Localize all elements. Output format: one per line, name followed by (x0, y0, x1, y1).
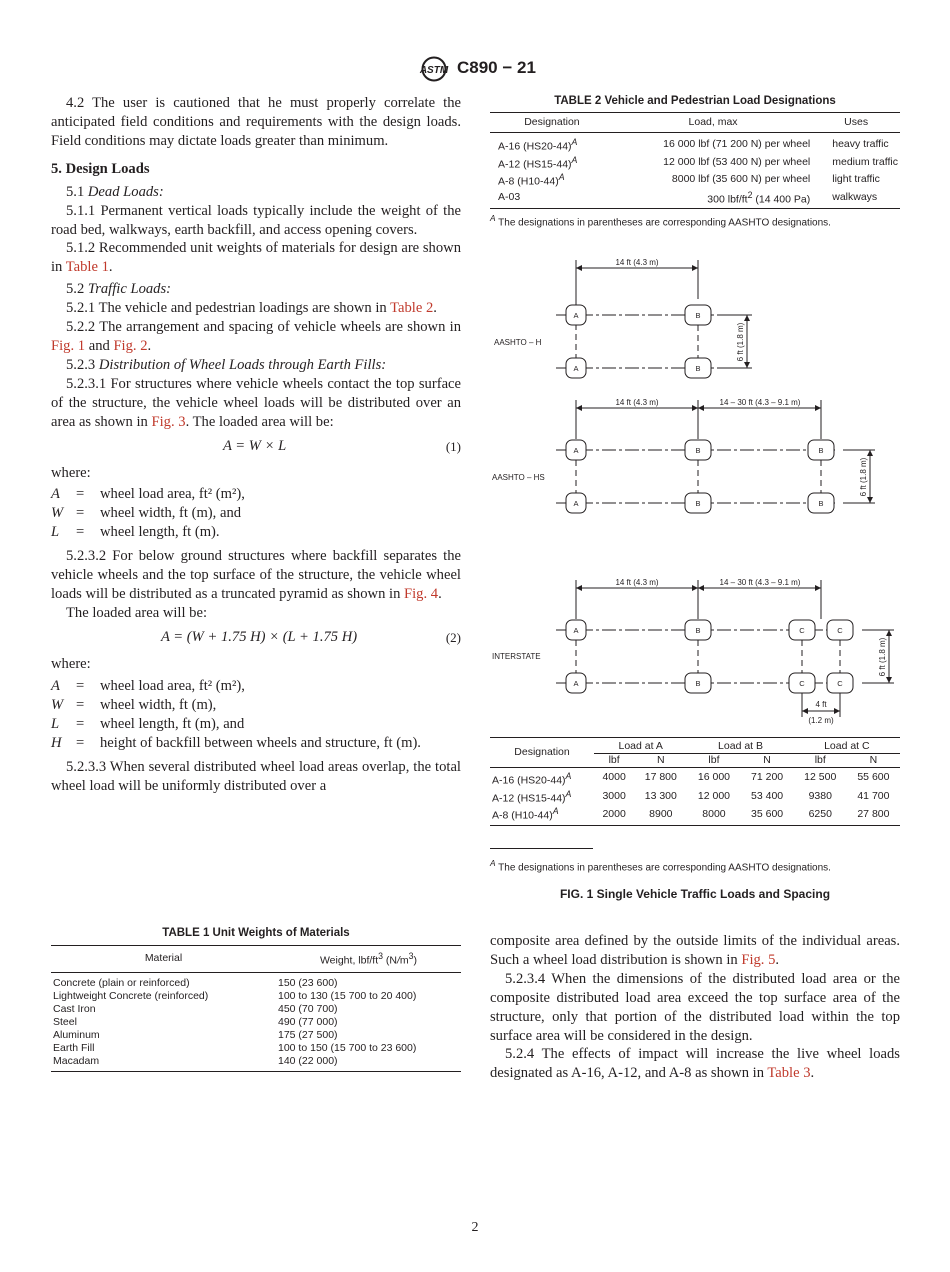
table-row: A-8 $(H10-44)^A$ 8000 lbf (35 600 N) per wheel light traffic (498, 172, 880, 188)
wheel-label: B (695, 626, 701, 635)
right-column (490, 932, 900, 1083)
table-row: Macadam 140 (22 000) (53, 1054, 338, 1067)
table-2 (490, 95, 900, 228)
figure-1-table (490, 737, 900, 901)
wheel-label: B (818, 499, 824, 508)
figure-1-caption: FIG. 1 Single Vehicle Traffic Loads and Spacing (559, 886, 831, 901)
where-label-1: where: (51, 464, 91, 481)
wheel-label: B (695, 311, 701, 320)
table-row: Concrete (plain or reinforced) 150 (23 600) (53, 976, 338, 989)
wheel-label: B (818, 446, 824, 455)
table-row: A-12 $(HS15-44)^A$ 12 000 lbf (53 400 N) per wheel medium traffic (498, 154, 898, 170)
svg-text:ASTM: ASTM (419, 65, 449, 76)
variable-row: A = wheel load area, ft² (m²), (51, 677, 245, 694)
variable-row: W = wheel width, ft (m), (51, 696, 217, 713)
wheel-icons (566, 305, 853, 693)
table-row: Aluminum 175 (27 500) (53, 1028, 338, 1041)
page-number: 2 (471, 1220, 479, 1235)
unit-header: lbf (708, 754, 720, 766)
wheel-label: A (573, 679, 579, 688)
wheel-label: C (799, 679, 805, 688)
table2-link[interactable]: Table 2 (390, 300, 434, 317)
table-row: Steel 490 (77 000) (53, 1015, 338, 1028)
dimension-label: 14 ft (4.3 m) (615, 398, 659, 407)
dimension-label: 6 ft (1.8 m) (859, 457, 868, 497)
wheel-label: A (573, 311, 579, 320)
dimension-label: 4 ft (815, 700, 827, 709)
vehicle-type-label: AASHTO – H (494, 338, 542, 347)
dimension-label: 6 ft (1.8 m) (736, 322, 745, 362)
section-5-heading: 5. Design Loads (51, 160, 150, 177)
para-5-1: 5.1 Dead Loads: (66, 183, 164, 200)
dimension-label: 14 – 30 ft (4.3 – 9.1 m) (719, 578, 801, 587)
vehicle-type-label: AASHTO – HS (492, 473, 545, 482)
para-5-2-3-2: 5.2.3.2 For below ground structures where backfill separates the vehicle wheels and the top surface of the structure, the vehicle wheel loads will be distributed as a truncated pyramid as shown in Fig. 4. (51, 548, 461, 603)
table-2-grid (490, 112, 900, 209)
table-1-header: Weight, lbf/$ft^3$ $(N/m^3)$ (319, 951, 418, 967)
para-5-2-3: 5.2.3 Distribution of Wheel Loads through Earth Fills: (66, 356, 387, 373)
figure-1-load-grid (490, 737, 900, 826)
left-column (51, 94, 461, 796)
equation-2 (51, 623, 461, 655)
table-2-header: Uses (844, 116, 869, 128)
fig1-link[interactable]: Fig. 1 (51, 337, 86, 354)
variable-list-1 (51, 485, 461, 542)
column-header: Designation (490, 738, 594, 768)
equation-1-number: (1) (445, 438, 461, 454)
equation-1 (51, 432, 461, 464)
table3-link[interactable]: Table 3 (767, 1065, 811, 1082)
para-4-2: 4.2 The user is cautioned that he must properly correlate the anticipated field conditions and requirements with the design loads. Field conditions may dictate loads greater than minimum. (51, 95, 461, 149)
page-header (0, 56, 950, 84)
standard-designation: C890 − 21 (457, 58, 536, 77)
variable-row: L = wheel length, ft (m), and (51, 715, 245, 732)
para-5-2-3-4: 5.2.3.4 When the dimensions of the distributed load area or the composite distributed load area exceed the top surface area of the structure, only that portion of the distributed load within the top surface area will be considered in the design. (490, 970, 900, 1044)
dimension-label: (1.2 m) (808, 716, 834, 725)
para-5-2-3-3-cont: composite area defined by the outside limits of the individual areas. Such a wheel load distribution is shown in Fig. 5. (490, 933, 900, 968)
table-1-header: Material (144, 952, 183, 965)
figure-1-footnote: $^A$ The designations in parentheses are corresponding AASHTO designations. (490, 857, 831, 873)
where-label-2: where: (51, 656, 91, 673)
fig4-link[interactable]: Fig. 4 (404, 586, 439, 603)
variable-row: A = wheel load area, ft² (m²), (51, 486, 245, 503)
equation-2-body: A = (W + 1.75 H) × (L + 1.75 H) (161, 629, 358, 646)
table-row: A-16 $(HS20-44)^A$ 16 000 lbf (71 200 N) per wheel heavy traffic (498, 137, 889, 153)
para-5-2-2: 5.2.2 The arrangement and spacing of vehicle wheels are shown in Fig. 1 and Fig. 2. (51, 319, 461, 354)
table-2-header: Load, max (688, 116, 738, 128)
wheel-label: B (695, 446, 701, 455)
table-row: Lightweight Concrete (reinforced) 100 to 130 (15 700 to 20 400) (53, 989, 417, 1002)
unit-header: N (657, 754, 665, 766)
table1-link[interactable]: Table 1 (65, 259, 109, 276)
para-5-2-1: 5.2.1 The vehicle and pedestrian loadings are shown in Table 2. (66, 300, 437, 317)
column-header: Load at A (594, 738, 687, 754)
variable-row: W = wheel width, ft (m), and (51, 505, 242, 522)
unit-header: lbf (814, 754, 826, 766)
unit-header: N (869, 754, 878, 766)
variable-row: L = wheel length, ft (m). (51, 524, 220, 541)
column-header: Load at B (687, 738, 793, 754)
table-row: Earth Fill 100 to 150 (15 700 to 23 600) (53, 1041, 417, 1054)
wheel-label: C (799, 626, 805, 635)
table-1-title: TABLE 1 Unit Weights of Materials (162, 927, 350, 939)
astm-logo (414, 56, 454, 82)
equation-1-body: A = W × L (223, 437, 287, 454)
para-5-2-3-3: 5.2.3.3 When several distributed wheel load areas overlap, the total wheel load will be uniformly distributed over a (51, 758, 461, 794)
para-5-2-3-1: 5.2.3.1 For structures where vehicle wheels contact the top surface of the structure, the vehicle wheel loads will be distributed over an area as shown in Fig. 3. The loaded area will be: (51, 375, 461, 430)
table-row: A-12 $(HS15-44)^A$ 3000 13 300 12 000 53 400 9380 41 700 (492, 788, 890, 804)
dimension-label: 14 ft (4.3 m) (615, 578, 659, 587)
wheel-label: A (573, 499, 579, 508)
wheel-label: B (695, 679, 701, 688)
dimension-label: 14 ft (4.3 m) (615, 258, 659, 267)
table-row: A-16 $(HS20-44)^A$ 4000 17 800 16 000 71 200 12 500 55 600 (492, 771, 890, 787)
wheel-label: A (573, 626, 579, 635)
para-5-2-4: 5.2.4 The effects of impact will increase the live wheel loads designated as A-16, A-12, and A-8 as shown in Table 3. (490, 1046, 900, 1082)
unit-header: lbf (608, 754, 620, 766)
figure-1-diagram (490, 255, 900, 730)
wheel-label: B (695, 364, 701, 373)
column-header: Load at C (794, 738, 900, 754)
wheel-label: A (573, 446, 579, 455)
para-5-1-2: 5.1.2 Recommended unit weights of materials for design are shown in Table 1. (51, 240, 461, 276)
unit-header: N (763, 754, 771, 766)
table-row: A-8 $(H10-44)^A$ 2000 8900 8000 35 600 6250 27 800 (492, 806, 890, 822)
table-2-title: TABLE 2 Vehicle and Pedestrian Load Designations (554, 95, 836, 107)
wheel-label: C (837, 679, 843, 688)
table-1 (51, 927, 461, 1072)
wheel-label: A (573, 364, 579, 373)
variable-list-2 (51, 677, 461, 753)
footnote-rule (490, 848, 593, 849)
table-2-header: Designation (524, 116, 580, 128)
dimension-label: 14 – 30 ft (4.3 – 9.1 m) (719, 398, 801, 407)
table-row: Cast Iron 450 (70 700) (53, 1002, 338, 1015)
dimension-label: 6 ft (1.8 m) (878, 637, 887, 677)
vehicle-type-label: INTERSTATE (492, 652, 541, 661)
para-5-2: 5.2 Traffic Loads: (66, 281, 172, 298)
variable-row: H = height of backfill between wheels and structure, ft (m). (51, 734, 421, 751)
fig5-link[interactable]: Fig. 5 (741, 951, 776, 968)
fig3-link[interactable]: Fig. 3 (151, 413, 186, 430)
wheel-label: B (695, 499, 701, 508)
fig2-link[interactable]: Fig. 2 (113, 337, 148, 354)
para-5-1-1: 5.1.1 Permanent vertical loads typically include the weight of the road bed, walkways, earth backfill, and access opening covers. (51, 202, 461, 238)
wheel-label: C (837, 626, 843, 635)
loaded-area-intro: The loaded area will be: (66, 605, 208, 622)
table-row: A-03 300 lbf/$ft^2$ (14 400 Pa) walkways (498, 189, 878, 205)
equation-2-number: (2) (445, 630, 461, 646)
table-2-footnote: $^A$ The designations in parentheses are corresponding AASHTO designations. (490, 213, 831, 229)
table-1-grid (51, 945, 461, 1072)
